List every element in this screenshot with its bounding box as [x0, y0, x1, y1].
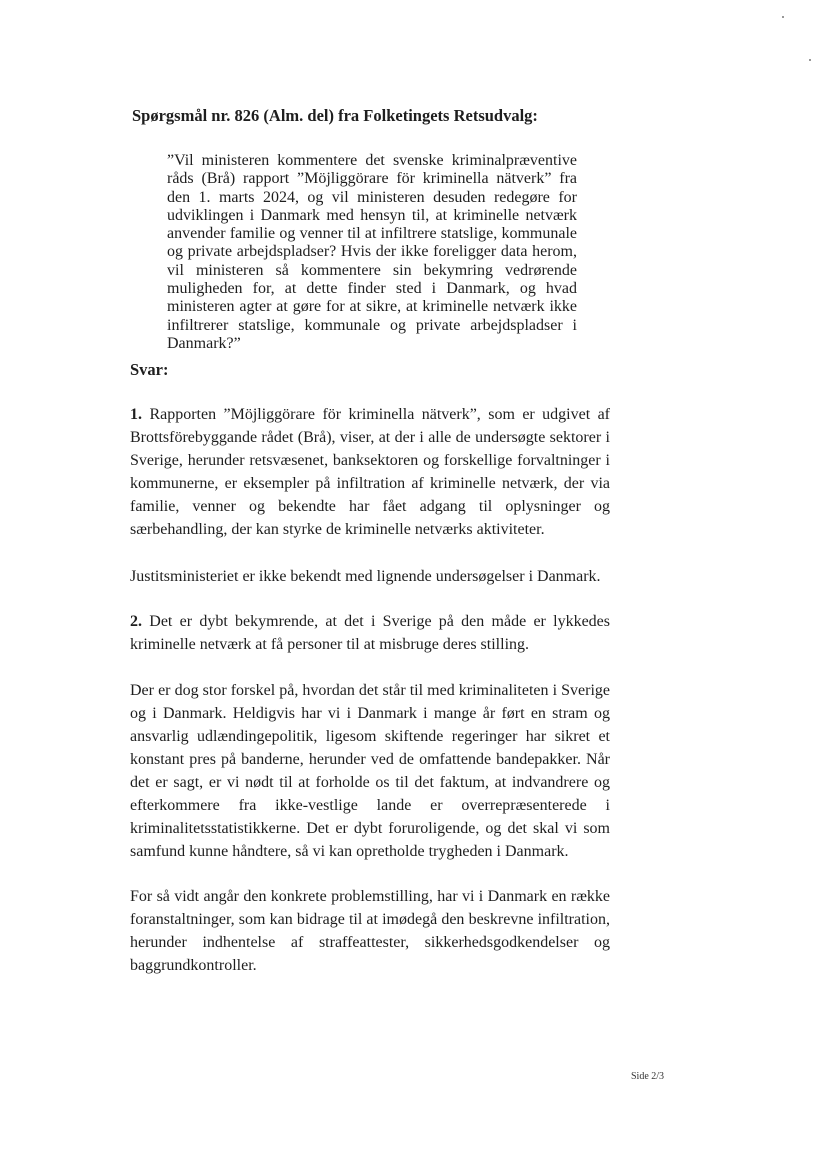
scan-speck: [809, 59, 811, 61]
paragraph-text: Justitsministeriet er ikke bekendt med lignende undersøgelser i Danmark.: [130, 568, 601, 585]
scan-speck: [782, 16, 784, 18]
page-number: Side 2/3: [631, 1071, 665, 1082]
answer-label: Svar:: [130, 360, 169, 379]
paragraph-number: 1.: [130, 406, 142, 423]
answer-paragraph-3: [130, 610, 610, 656]
paragraph-text: Det er dybt bekymrende, at det i Sverige på den måde er lykkedes kriminelle netværk at få personer til at misbruge deres stilling.: [130, 613, 611, 653]
paragraph-number: 2.: [130, 613, 142, 630]
question-heading: Spørgsmål nr. 826 (Alm. del) fra Folketingets Retsudvalg:: [132, 106, 538, 125]
question-text: ”Vil ministeren kommentere det svenske kriminalpræventive råds (Brå) rapport ”Möjliggörare för kriminella nätverk” fra den 1. marts 2024, og vil ministeren desuden redegøre for udviklingen i Danmark med hensyn til, at kriminelle netværk anvender familie og venner til at infiltrere statslige, kommunale og private arbejdspladser? Hvis der ikke foreligger data herom, vil ministeren så kommentere sin bekymring vedrørende muligheden for, at dette finder sted i Danmark, og hvad ministeren agter at gøre for at sikre, at kriminelle netværk ikke infiltrerer statslige, kommunale og private arbejdspladser i Danmark?”: [167, 152, 577, 352]
answer-paragraph-4: [130, 679, 610, 863]
paragraph-text: Rapporten ”Möjliggörare för kriminella nätverk”, som er udgivet af Brottsförebyggande rådet (Brå), viser, at der i alle de undersøgte sektorer i Sverige, herunder retsvæsenet, banksektoren og forskellige forvaltninger i kommunerne, er eksempler på infiltration af kriminelle netværk, der via familie, venner og bekendte har fået adgang til oplysninger og særbehandling, der kan styrke de kriminelle netværks aktiviteter.: [130, 406, 611, 538]
answer-paragraph-1: [130, 403, 610, 541]
paragraph-text: For så vidt angår den konkrete problemstilling, har vi i Danmark en række foranstaltninger, som kan bidrage til at imødegå den beskrevne infiltration, herunder indhentelse af straffeattester, sikkerhedsgodkendelser og baggrundkontroller.: [130, 888, 610, 974]
answer-paragraph-5: [130, 885, 610, 977]
answer-paragraph-2: [130, 565, 610, 588]
paragraph-text: Der er dog stor forskel på, hvordan det står til med kriminaliteten i Sverige og i Danmark. Heldigvis har vi i Danmark i mange år ført en stram og ansvarlig udlændingepolitik, ligesom skiftende regeringer har sikret et konstant pres på banderne, herunder ved de omfattende bandepakker. Når det er sagt, er vi nødt til at forholde os til det faktum, at indvandrere og efterkommere fra ikke-vestlige lande er overrepræsenterede i kriminalitetsstatistikkerne. Det er dybt foruroligende, og det skal vi som samfund kunne håndtere, så vi kan opretholde trygheden i Danmark.: [130, 682, 610, 860]
